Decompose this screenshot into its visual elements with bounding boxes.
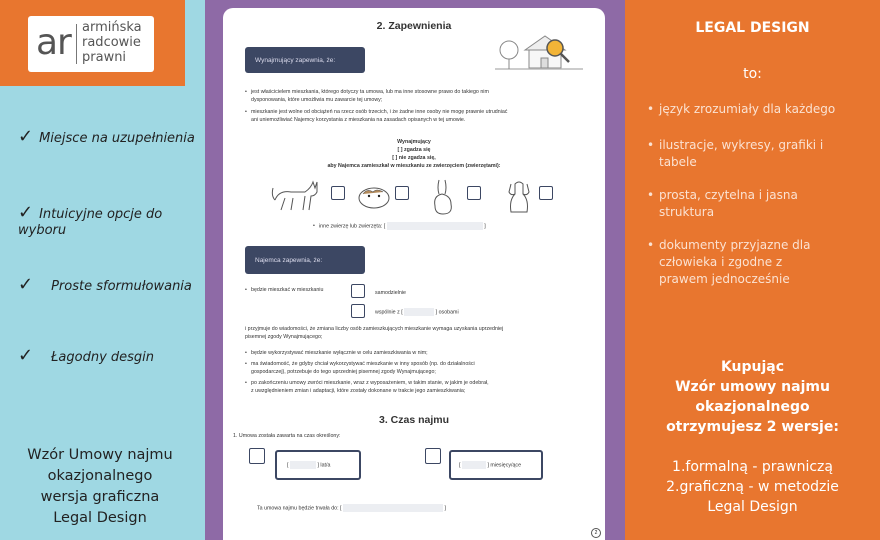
pets-line-4: aby Najemca zamieszkał w mieszkaniu ze zwierzęciem (zwierzętami): bbox=[327, 163, 501, 169]
with-others-label: wspólnie z [ bbox=[375, 309, 403, 316]
with-others-end: ] osobami bbox=[435, 309, 459, 316]
pet-guinea-pig-checkbox[interactable] bbox=[395, 186, 409, 200]
text-line: pisemnej zgody Wynajmującego; bbox=[245, 334, 323, 340]
text-line: gospodarczej), potrzebuje do tego uprzedniej pisemnej zgody Wynajmującego; bbox=[251, 369, 436, 375]
feature-label: Miejsce na uzupełnienia bbox=[39, 131, 195, 146]
months-checkbox[interactable] bbox=[425, 448, 441, 464]
pets-clause bbox=[223, 138, 605, 170]
dog-icon bbox=[503, 178, 535, 216]
text-line: z uwzględnieniem zmian i adaptacji, które zostały dokonane w trakcie jego zamieszkiwania; bbox=[251, 388, 466, 394]
feature-label: Intuicyjne opcje do wyboru bbox=[18, 207, 163, 238]
rabbit-icon bbox=[429, 178, 457, 216]
logo bbox=[0, 0, 185, 86]
years-field[interactable] bbox=[290, 461, 316, 469]
years-close: ] lat/a bbox=[317, 462, 331, 469]
feature-label: Łagodny desgin bbox=[51, 350, 155, 365]
text-line: i przyjmuje do wiadomości, że zmiana liczby osób zamieszkujących mieszkanie wymaga uzyskania uprzedniej bbox=[245, 326, 504, 332]
buy-line: Wzór umowy najmu bbox=[675, 379, 830, 395]
tenant-live: • będzie mieszkać w mieszkaniu bbox=[251, 286, 371, 294]
left-note-line: Legal Design bbox=[53, 510, 147, 526]
pets-line-2[interactable]: [ ] zgadza się bbox=[397, 147, 431, 153]
months-line bbox=[459, 461, 543, 469]
other-pet-close: ] bbox=[484, 223, 486, 230]
years-checkbox[interactable] bbox=[249, 448, 265, 464]
logo-line-3: prawni bbox=[82, 50, 127, 65]
text-line: • po zakończeniu umowy zwróci mieszkanie, wraz z wyposażeniem, w takim stanie, w jakim je odebrał, bbox=[251, 380, 489, 386]
years-open: [ bbox=[287, 462, 289, 469]
text-line: • język zrozumiały dla każdego bbox=[659, 102, 836, 116]
with-others-line bbox=[375, 308, 515, 316]
months-close: ] miesięcy/ące bbox=[487, 462, 522, 469]
check-icon: ✓ bbox=[18, 202, 34, 223]
logo-line-1: armińska bbox=[82, 20, 142, 35]
persons-count-field[interactable] bbox=[404, 308, 434, 316]
buy-line: Kupując bbox=[720, 359, 785, 375]
text-line: • ma świadomość, że gdyby chciał wykorzystywać mieszkanie w inny sposób (np. do działalności bbox=[251, 361, 475, 367]
with-others-checkbox[interactable] bbox=[351, 304, 365, 318]
check-icon: ✓ bbox=[18, 345, 34, 366]
tenant-item-1 bbox=[251, 349, 591, 357]
text-line: • ilustracje, wykresy, grafiki i bbox=[659, 138, 824, 152]
text-line: • dokumenty przyjazne dla bbox=[659, 238, 811, 252]
feature-3 bbox=[18, 274, 192, 295]
pets-line-3[interactable]: [ ] nie zgadza się, bbox=[392, 155, 436, 161]
tenant-pill: Najemca zapewnia, że: bbox=[245, 246, 365, 274]
text-line: człowieka i zgodne z bbox=[659, 255, 783, 269]
months-open: [ bbox=[459, 462, 461, 469]
left-panel bbox=[0, 0, 205, 540]
left-note-line: okazjonalnego bbox=[47, 468, 153, 484]
right-title: LEGAL DESIGN bbox=[695, 20, 810, 36]
pet-dog-checkbox[interactable] bbox=[539, 186, 553, 200]
section-3-title: 3. Czas najmu bbox=[378, 414, 450, 426]
document-area bbox=[205, 0, 625, 540]
left-note-line: wersja graficzna bbox=[40, 489, 160, 505]
landlord-item-2 bbox=[251, 108, 601, 124]
left-note bbox=[0, 445, 200, 529]
other-pet-field[interactable] bbox=[387, 222, 486, 230]
logo-divider bbox=[76, 24, 77, 64]
text-line: • będzie wykorzystywać mieszkanie wyłącznie w celu zamieszkiwania w nim; bbox=[251, 350, 428, 356]
section-2-title: 2. Zapewnienia bbox=[376, 20, 452, 32]
text-line: ani uniemożliwiać Najemcy korzystania z mieszkania na zasadach opisanych w tej umowie. bbox=[251, 117, 466, 123]
months-field[interactable] bbox=[462, 461, 486, 469]
check-icon: ✓ bbox=[18, 274, 34, 295]
text-line: prawem jednocześnie bbox=[659, 272, 790, 286]
page-number: 2 bbox=[591, 528, 601, 538]
other-pet-line bbox=[319, 222, 579, 230]
text-line: • mieszkanie jest wolne od obciążeń na rzecz osób trzecich, i że żadne inne osoby nie mogę prawnie utrudniać bbox=[251, 109, 508, 115]
duration-field[interactable] bbox=[343, 504, 446, 512]
version-line: 2.graficzną - w metodzie bbox=[666, 479, 839, 495]
landlord-pill: Wynajmujący zapewnia, że: bbox=[245, 47, 365, 73]
right-item-1 bbox=[647, 101, 867, 118]
right-panel bbox=[625, 0, 880, 540]
tenant-item-2 bbox=[251, 360, 591, 376]
pets-line-1: Wynajmujący bbox=[397, 139, 431, 145]
guinea-pig-icon bbox=[357, 184, 391, 210]
duration-line bbox=[257, 504, 517, 512]
text-line: • prosta, czytelna i jasna bbox=[659, 188, 798, 202]
alone-label: samodzielnie bbox=[375, 290, 406, 296]
buy-line: okazjonalnego bbox=[695, 399, 810, 415]
text-line: • jest właścicielem mieszkania, którego dotyczy ta umowa, lub ma inne stosowne prawo do takiego nim bbox=[251, 89, 489, 95]
cat-icon bbox=[271, 178, 321, 214]
document-page[interactable] bbox=[223, 8, 605, 540]
text-line: tabele bbox=[659, 155, 697, 169]
duration-close: ] bbox=[444, 505, 446, 512]
versions bbox=[625, 457, 880, 517]
years-line bbox=[287, 461, 357, 469]
right-item-3 bbox=[647, 187, 867, 221]
check-icon: ✓ bbox=[18, 126, 34, 147]
house-search-icon bbox=[495, 28, 587, 74]
text-line: dysponowania, które umożliwia mu zawarcie tej umowy; bbox=[251, 97, 383, 103]
consent-note bbox=[245, 325, 595, 341]
pet-rabbit-checkbox[interactable] bbox=[467, 186, 481, 200]
alone-checkbox[interactable] bbox=[351, 284, 365, 298]
feature-1 bbox=[18, 126, 195, 147]
logo-text bbox=[82, 20, 142, 65]
feature-label: Proste sformułowania bbox=[51, 279, 192, 294]
version-line: Legal Design bbox=[707, 499, 798, 515]
right-to: to: bbox=[743, 66, 762, 82]
tenant-item-3 bbox=[251, 379, 591, 395]
buy-note bbox=[625, 357, 880, 437]
right-item-4 bbox=[647, 237, 867, 288]
logo-box bbox=[28, 16, 154, 72]
left-note-line: Wzór Umowy najmu bbox=[27, 447, 173, 463]
version-line: 1.formalną - prawniczą bbox=[672, 459, 833, 475]
buy-line: otrzymujesz 2 wersje: bbox=[666, 419, 839, 435]
landlord-item-1 bbox=[251, 88, 591, 104]
feature-2 bbox=[18, 202, 205, 238]
text-line: struktura bbox=[659, 205, 715, 219]
right-item-2 bbox=[647, 137, 867, 171]
logo-mark: ar bbox=[36, 22, 71, 63]
logo-line-2: radcowie bbox=[82, 35, 141, 50]
other-pet-label: inne zwierzę lub zwierzęta: [ bbox=[319, 223, 386, 230]
months-box[interactable] bbox=[449, 450, 543, 480]
feature-4 bbox=[18, 345, 154, 366]
term-intro: 1. Umowa została zawarta na czas określony: bbox=[233, 433, 341, 439]
duration-label: Ta umowa najmu będzie trwała do: [ bbox=[257, 505, 342, 512]
years-box[interactable] bbox=[275, 450, 361, 480]
pet-cat-checkbox[interactable] bbox=[331, 186, 345, 200]
